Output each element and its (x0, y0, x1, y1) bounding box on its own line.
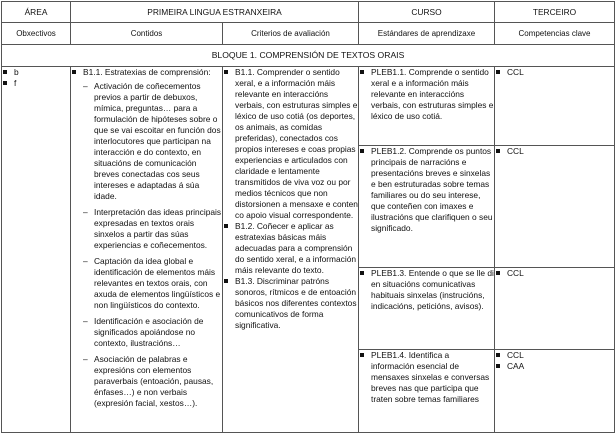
competence-cell (495, 268, 615, 350)
standard-cell (359, 146, 495, 268)
header-row (2, 2, 615, 23)
curriculum-table (1, 1, 615, 433)
contents-cell (71, 67, 223, 433)
contents-header: Contidos (71, 23, 223, 45)
contents-title: B1.1. Estratexias de comprensión: (83, 67, 211, 77)
standard-cell (359, 67, 495, 146)
standard-item: PLEB1.1. Comprende o sentido xeral e a información máis relevante en interaccións verbais, con estruturas simples e léxico de uso cotiá. (359, 67, 494, 122)
content-item: – Interpretación das ideas principais expresadas en textos orais sinxelos a partir das súas experiencias e coñecementos. (83, 207, 222, 251)
objective-item: b (2, 67, 70, 78)
criterion-item: B1.3. Discriminar patróns sonoros, rítmicos e de entoación básicos nos diferentes contextos comunicativos de forma significativa. (223, 276, 358, 331)
criterion-item: B1.1. Comprender o sentido xeral, e a información máis relevante en interaccións verbais, con estruturas simples e léxico de uso cotiá (os deportes, os animais, as comidas preferidas), conectados cos propios intereses e coas propias experiencias e articulados con claridade e lentamente transmitidos de viva voz ou por medios técnicos que non distorsionen a mensaxe e conten co apoio visual correspondente. (223, 67, 358, 221)
standard-cell (359, 350, 495, 433)
content-item: – Activación de coñecementos previos a partir de debuxos, mímica, preguntas… para a formulación de hipóteses sobre o que se vai escoitar en función dos interlocutores que participan na interacción e do contexto, en situacións de comunicación breves conectadas cos seus intereses e adaptadas á súa idade. (83, 81, 222, 202)
competence-cell (495, 350, 615, 433)
objectives-header: Obxectivos (2, 23, 71, 45)
content-item: – Asociación de palabras e expresións con elementos paraverbais (entoación, pausas, énfases…) e non verbais (expresión facial, xestos…). (83, 354, 222, 409)
standard-item: PLEB1.2. Comprende os puntos principais de narracións e presentacións breves e sinxelas e ben estruturadas sobre temas familiares ou do seu interese, que conteñen con imaxes e ilustracións que clarifiquen o seu significado. (359, 146, 494, 234)
standard-item: PLEB1.4. Identifica a información esencial de mensaxes sinxelas e conversas breves nas que participa que traten sobre temas familiares (359, 350, 494, 405)
objective-item: f (2, 78, 70, 89)
standard-cell (359, 268, 495, 350)
criteria-header: Criterios de avaliación (223, 23, 359, 45)
bloque-title: BLOQUE 1. COMPRENSIÓN DE TEXTOS ORAIS (2, 45, 615, 67)
competence-item: CAA (495, 361, 614, 372)
area-label: ÁREA (2, 2, 71, 23)
bloque-row (2, 45, 615, 67)
competence-cell (495, 67, 615, 146)
competence-item: CCL (495, 146, 614, 157)
competence-cell (495, 146, 615, 268)
curso-label: CURSO (359, 2, 495, 23)
curso-value: TERCEIRO (495, 2, 615, 23)
competence-item: CCL (495, 350, 614, 361)
content-item: – Identificación e asociación de significados apoiándose no contexto, ilustracións… (83, 316, 222, 349)
contents-block (71, 67, 222, 409)
competence-item: CCL (495, 268, 614, 279)
competence-item: CCL (495, 67, 614, 78)
criteria-cell (223, 67, 359, 433)
competences-header: Competencias clave (495, 23, 615, 45)
content-item: – Captación da idea global e identificación de elementos máis relevantes en textos orais, con axuda de elementos lingüísticos e non lingüísticos do contexto. (83, 256, 222, 311)
objectives-cell (2, 67, 71, 433)
subject-title: PRIMEIRA LINGUA ESTRANXEIRA (71, 2, 359, 23)
standards-header: Estándares de aprendizaxe (359, 23, 495, 45)
subheader-row (2, 23, 615, 45)
standard-item: PLEB1.3. Entende o que se lle di en situacións comunicativas habituais sinxelas (instrucións, indicacións, peticións, avisos). (359, 268, 494, 312)
standard-row-1 (2, 67, 615, 146)
criterion-item: B1.2. Coñecer e aplicar as estratexias básicas máis adecuadas para a comprensión do sentido xeral, e a información máis relevante do texto. (223, 221, 358, 276)
